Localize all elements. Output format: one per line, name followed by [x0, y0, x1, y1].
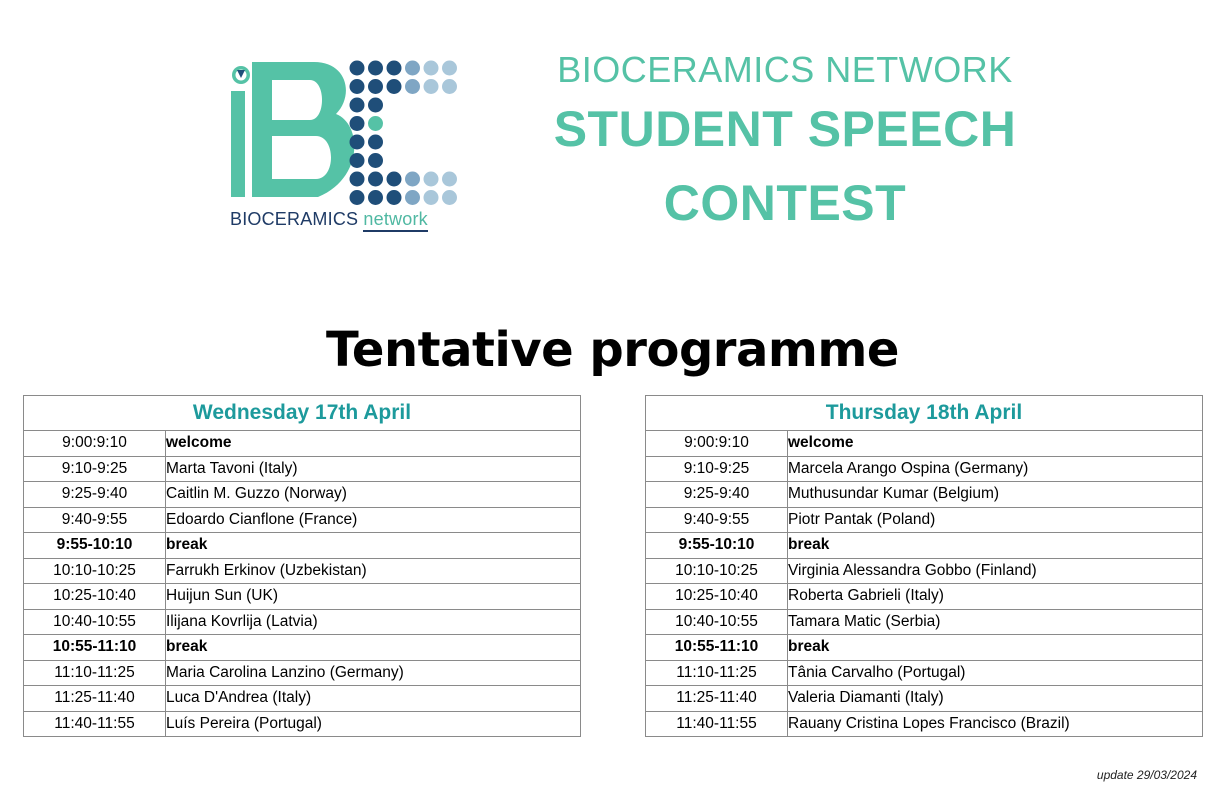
session-label: break: [788, 635, 1203, 661]
talk-row: [24, 711, 581, 737]
speaker: Edoardo Cianflone (France): [166, 507, 581, 533]
talk-row: [646, 711, 1203, 737]
logo-dot: [442, 190, 457, 205]
logo-dot: [405, 61, 420, 76]
logo-caption-net: network: [363, 209, 427, 232]
logo-dot: [424, 172, 439, 187]
speaker: Roberta Gabrieli (Italy): [788, 584, 1203, 610]
talk-row: [24, 482, 581, 508]
talk-row: [646, 660, 1203, 686]
session-label: welcome: [166, 431, 581, 457]
time-slot: 10:25-10:40: [646, 584, 788, 610]
time-slot: 10:10-10:25: [646, 558, 788, 584]
logo-dot: [405, 190, 420, 205]
session-label: welcome: [788, 431, 1203, 457]
time-slot: 9:10-9:25: [646, 456, 788, 482]
page-title: Tentative programme: [326, 322, 899, 378]
day-heading: Thursday 18th April: [646, 396, 1203, 431]
speaker: Ilijana Kovrlija (Latvia): [166, 609, 581, 635]
programme-table-thursday: [645, 395, 1203, 737]
talk-row: [646, 584, 1203, 610]
logo-dot: [368, 61, 383, 76]
talk-row: [24, 456, 581, 482]
logo-dot: [368, 116, 383, 131]
speaker: Luís Pereira (Portugal): [166, 711, 581, 737]
time-slot: 9:00:9:10: [646, 431, 788, 457]
time-slot: 10:40-10:55: [646, 609, 788, 635]
break-row: [24, 635, 581, 661]
logo-dot: [368, 79, 383, 94]
time-slot: 11:40-11:55: [24, 711, 166, 737]
logo-dot: [368, 153, 383, 168]
time-slot: 10:55-11:10: [646, 635, 788, 661]
talk-row: [646, 686, 1203, 712]
logo-dot: [387, 190, 402, 205]
headline-network: BIOCERAMICS NETWORK: [557, 49, 1013, 90]
logo-caption-main: BIOCERAMICS: [230, 209, 359, 229]
speaker: Piotr Pantak (Poland): [788, 507, 1203, 533]
time-slot: 9:10-9:25: [24, 456, 166, 482]
time-slot: 11:25-11:40: [24, 686, 166, 712]
time-slot: 11:10-11:25: [24, 660, 166, 686]
speaker: Tamara Matic (Serbia): [788, 609, 1203, 635]
day-heading: Wednesday 17th April: [24, 396, 581, 431]
speaker: Caitlin M. Guzzo (Norway): [166, 482, 581, 508]
time-slot: 11:25-11:40: [646, 686, 788, 712]
break-row: [24, 533, 581, 559]
session-label: break: [788, 533, 1203, 559]
logo-dot: [387, 61, 402, 76]
break-row: [646, 533, 1203, 559]
logo-dot: [424, 190, 439, 205]
welcome-row: [646, 431, 1203, 457]
logo-dot: [387, 79, 402, 94]
time-slot: 9:25-9:40: [24, 482, 166, 508]
programme-table-wednesday: [23, 395, 581, 737]
logo-dot: [350, 98, 365, 113]
speaker: Tânia Carvalho (Portugal): [788, 660, 1203, 686]
session-label: break: [166, 635, 581, 661]
logo-dot: [350, 79, 365, 94]
logo-dot: [350, 153, 365, 168]
time-slot: 11:40-11:55: [646, 711, 788, 737]
time-slot: 11:10-11:25: [646, 660, 788, 686]
talk-row: [24, 558, 581, 584]
headline-speech: STUDENT SPEECH: [553, 101, 1017, 157]
logo-dot: [368, 190, 383, 205]
logo-dot: [442, 172, 457, 187]
talk-row: [24, 609, 581, 635]
speaker: Farrukh Erkinov (Uzbekistan): [166, 558, 581, 584]
logo-dot: [387, 172, 402, 187]
contest-headline: [520, 48, 1050, 240]
talk-row: [24, 584, 581, 610]
logo-dot: [424, 61, 439, 76]
logo-dot-grid: [350, 61, 458, 206]
logo-dot: [350, 172, 365, 187]
speaker: Marcela Arango Ospina (Germany): [788, 456, 1203, 482]
logo-dot: [424, 79, 439, 94]
time-slot: 9:00:9:10: [24, 431, 166, 457]
logo-dot: [442, 79, 457, 94]
logo-dot: [368, 135, 383, 150]
time-slot: 9:55-10:10: [646, 533, 788, 559]
speaker: Rauany Cristina Lopes Francisco (Brazil): [788, 711, 1203, 737]
time-slot: 10:25-10:40: [24, 584, 166, 610]
logo-dot: [405, 79, 420, 94]
speaker: Valeria Diamanti (Italy): [788, 686, 1203, 712]
logo-dot: [442, 61, 457, 76]
talk-row: [646, 558, 1203, 584]
speaker: Muthusundar Kumar (Belgium): [788, 482, 1203, 508]
time-slot: 9:40-9:55: [24, 507, 166, 533]
talk-row: [646, 609, 1203, 635]
headline-contest: CONTEST: [663, 175, 907, 231]
logo-dot: [368, 98, 383, 113]
talk-row: [24, 507, 581, 533]
speaker: Maria Carolina Lanzino (Germany): [166, 660, 581, 686]
time-slot: 9:25-9:40: [646, 482, 788, 508]
logo-dot: [350, 61, 365, 76]
logo-dot: [350, 135, 365, 150]
session-label: break: [166, 533, 581, 559]
logo-dot: [350, 190, 365, 205]
logo-caption: [230, 209, 428, 230]
logo-dot: [405, 172, 420, 187]
speaker: Luca D'Andrea (Italy): [166, 686, 581, 712]
speaker: Virginia Alessandra Gobbo (Finland): [788, 558, 1203, 584]
update-note: update 29/03/2024: [1096, 768, 1197, 782]
speaker: Huijun Sun (UK): [166, 584, 581, 610]
talk-row: [24, 686, 581, 712]
break-row: [646, 635, 1203, 661]
speaker: Marta Tavoni (Italy): [166, 456, 581, 482]
talk-row: [646, 507, 1203, 533]
time-slot: 10:40-10:55: [24, 609, 166, 635]
logo-dot: [368, 172, 383, 187]
time-slot: 9:55-10:10: [24, 533, 166, 559]
talk-row: [24, 660, 581, 686]
time-slot: 10:55-11:10: [24, 635, 166, 661]
talk-row: [646, 482, 1203, 508]
welcome-row: [24, 431, 581, 457]
logo-dot: [350, 116, 365, 131]
time-slot: 9:40-9:55: [646, 507, 788, 533]
time-slot: 10:10-10:25: [24, 558, 166, 584]
talk-row: [646, 456, 1203, 482]
